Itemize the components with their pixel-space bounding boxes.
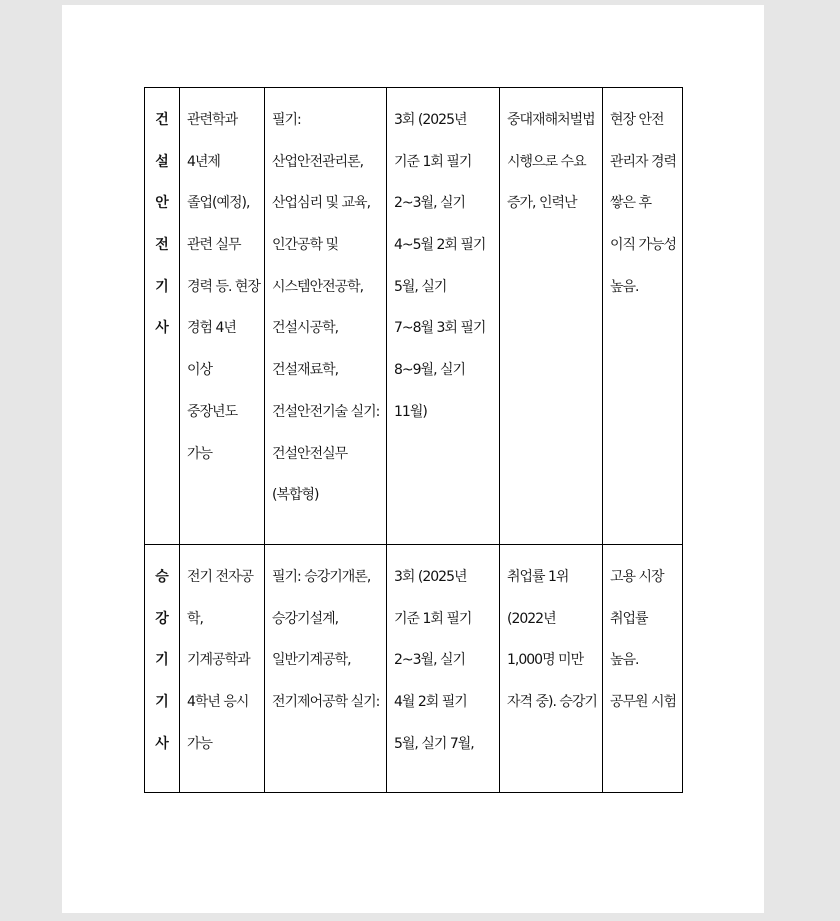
cell-line: 전기 전자공 (187, 569, 254, 585)
cell-line: 시스템안전공학, (272, 278, 364, 295)
cell-line: 증가, 인력난 (507, 195, 577, 212)
cell-line: 3회 (2025년 (394, 112, 467, 128)
cell-line: 공무원 시험 (610, 694, 677, 711)
title-char: 강 (155, 610, 169, 627)
cell-line: 일반기계공학, (272, 652, 351, 669)
career-cell (603, 88, 683, 545)
cell-line: (복합형) (272, 487, 319, 504)
title-char: 안 (155, 195, 169, 212)
cell-line: 관리자 경력 (610, 153, 677, 170)
cell-line: 5월, 실기 7월, (394, 735, 474, 752)
title-char: 건 (155, 112, 169, 128)
cell-line: 기준 1회 필기 (394, 153, 472, 170)
cell-line: 중대재해처벌법 (507, 112, 595, 128)
qualification-cell (180, 88, 265, 545)
subjects-cell (265, 88, 387, 545)
cell-line: 관련 실무 (187, 237, 241, 254)
cell-line: 1,000명 미만 (507, 652, 584, 669)
cell-line: 승강기설계, (272, 610, 339, 627)
cell-line: 중장년도 (187, 403, 238, 420)
cell-line: 건설안전기술 실기: (272, 403, 380, 420)
schedule-cell (387, 88, 500, 545)
cell-line: 기계공학과 (187, 652, 250, 669)
cell-line: 필기: 승강기개론, (272, 569, 371, 585)
document-page (62, 5, 764, 913)
table-row (145, 88, 683, 545)
cell-line: 관련학과 (187, 112, 238, 128)
title-cell (145, 88, 180, 545)
title-char: 사 (155, 320, 169, 337)
cell-line: 4년제 (187, 153, 220, 170)
title-char: 사 (155, 735, 169, 752)
cell-line: 전기제어공학 실기: (272, 694, 380, 711)
cell-line: 학, (187, 610, 203, 627)
cell-line: 취업률 (610, 610, 648, 627)
cell-line: 경험 4년 (187, 320, 236, 337)
cell-line: 건설시공학, (272, 320, 339, 337)
certification-table (144, 87, 683, 793)
cell-line: 산업안전관리론, (272, 153, 364, 170)
cell-line: 가능 (187, 735, 213, 752)
cell-line: 산업심리 및 교육, (272, 195, 371, 212)
cell-line: 쌓은 후 (610, 195, 652, 212)
cell-line: 7~8월 3회 필기 (394, 320, 486, 337)
schedule-cell (387, 545, 500, 793)
cell-line: 4월 2회 필기 (394, 694, 467, 711)
cell-line: 높음. (610, 652, 639, 669)
cell-line: 취업률 1위 (507, 569, 569, 585)
cell-line: (2022년 (507, 610, 556, 627)
title-char: 기 (155, 652, 169, 669)
cell-line: 가능 (187, 445, 213, 462)
cell-line: 현장 안전 (610, 112, 664, 128)
cell-line: 건설재료학, (272, 362, 339, 379)
cell-line: 경력 등. 현장 (187, 278, 260, 295)
cell-line: 11월) (394, 403, 427, 420)
qualification-cell (180, 545, 265, 793)
cell-line: 필기: (272, 112, 301, 128)
table-row (145, 545, 683, 793)
title-char: 기 (155, 694, 169, 711)
cell-line: 이상 (187, 362, 213, 379)
career-cell (603, 545, 683, 793)
title-cell (145, 545, 180, 793)
cell-line: 5월, 실기 (394, 278, 447, 295)
title-char: 설 (155, 153, 169, 170)
cell-line: 건설안전실무 (272, 445, 348, 462)
title-char: 기 (155, 278, 169, 295)
cell-line: 졸업(예정), (187, 195, 250, 212)
title-char: 승 (155, 569, 169, 585)
cell-line: 2~3월, 실기 (394, 195, 466, 212)
cell-line: 8~9월, 실기 (394, 362, 466, 379)
cell-line: 기준 1회 필기 (394, 610, 472, 627)
cell-line: 이직 가능성 (610, 237, 677, 254)
cell-line: 2~3월, 실기 (394, 652, 466, 669)
cell-line: 시행으로 수요 (507, 153, 586, 170)
cell-line: 4학년 응시 (187, 694, 249, 711)
subjects-cell (265, 545, 387, 793)
demand-cell (500, 545, 603, 793)
demand-cell (500, 88, 603, 545)
title-char: 전 (155, 237, 169, 254)
cell-line: 인간공학 및 (272, 237, 339, 254)
cell-line: 고용 시장 (610, 569, 664, 585)
cell-line: 자격 중). 승강기 (507, 694, 597, 711)
cell-line: 4~5월 2회 필기 (394, 237, 486, 254)
cell-line: 높음. (610, 278, 639, 295)
cell-line: 3회 (2025년 (394, 569, 467, 585)
